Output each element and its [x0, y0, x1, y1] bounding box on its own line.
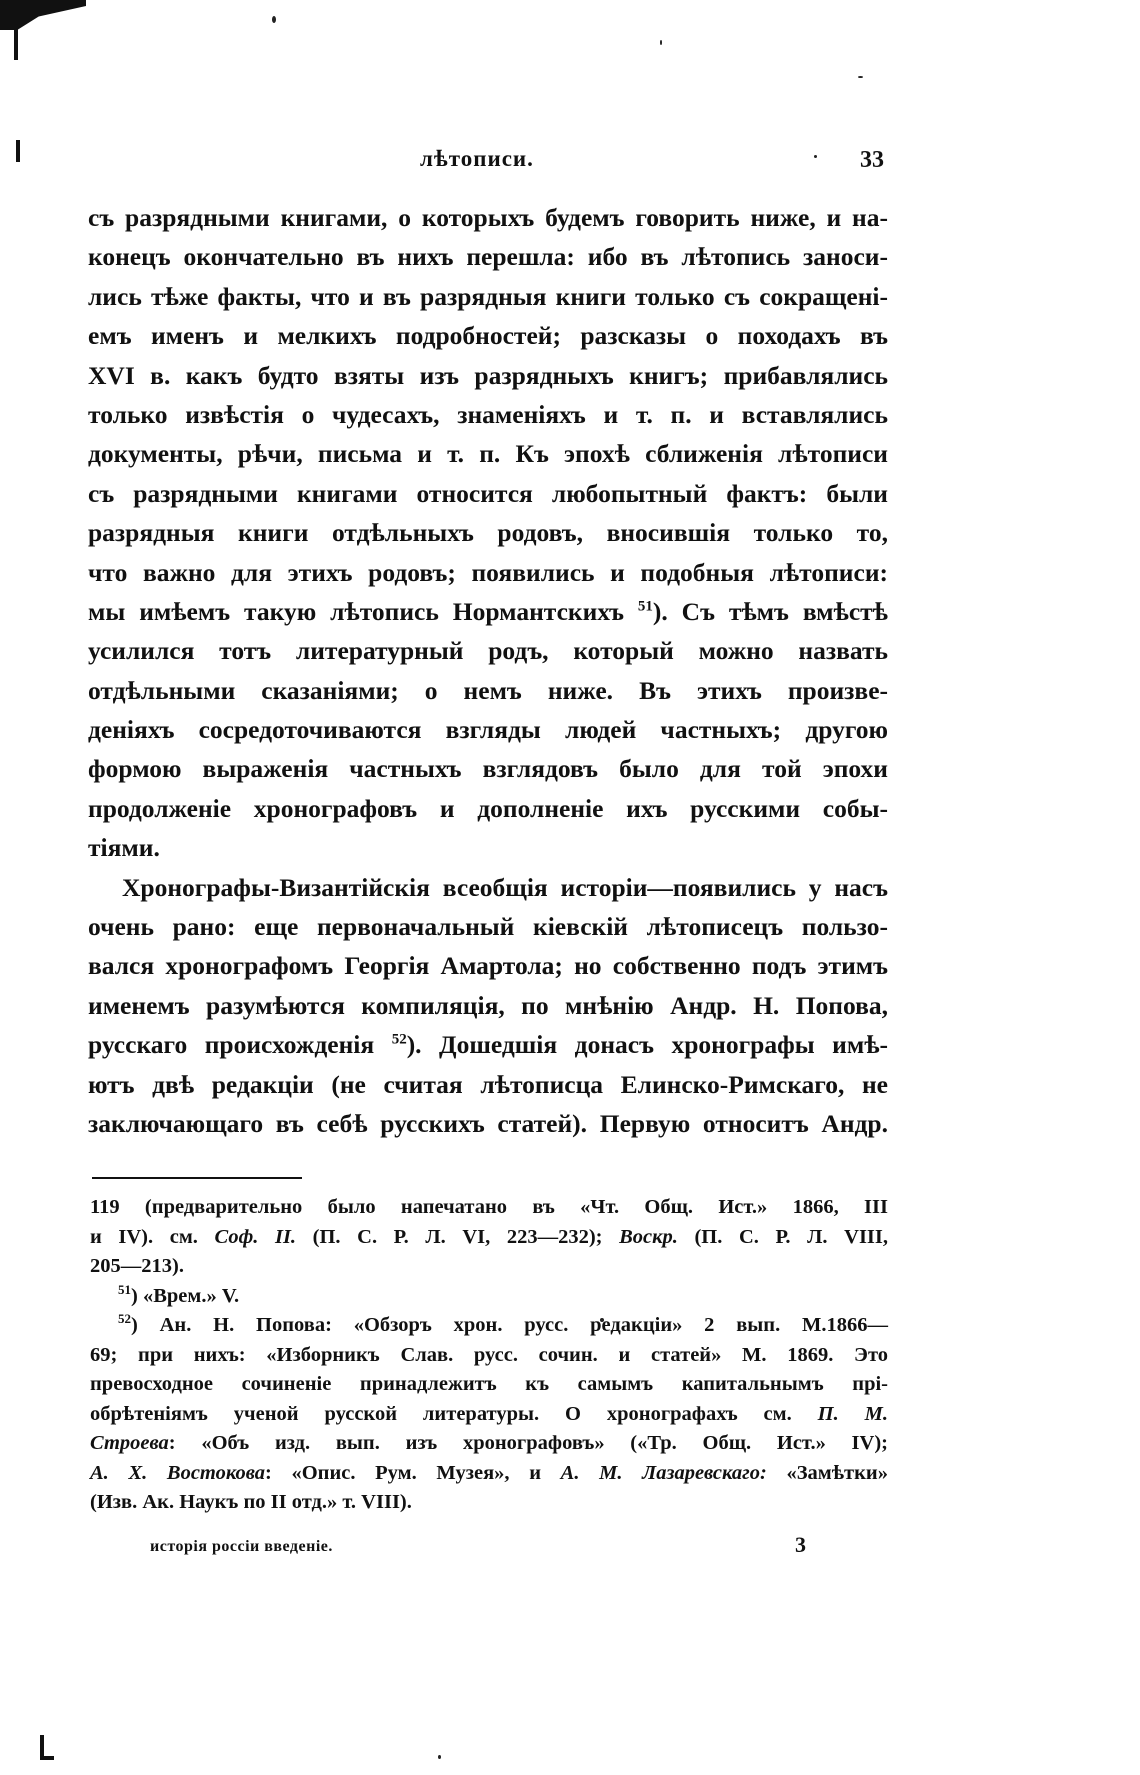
scan-corner-mark — [0, 0, 86, 30]
text-segment: ) «Врем.» V. — [131, 1284, 240, 1307]
text-segment: : «Опис. Рум. Музея», и — [264, 1461, 561, 1484]
text-segment: (П. С. Р. Л. VIII, — [677, 1225, 889, 1248]
text-segment: А. М. Лазаревскаго: — [560, 1461, 767, 1484]
text-segment: Строева — [90, 1432, 169, 1454]
text-line: усилился тотъ литературный родъ, который можно назвать — [88, 636, 888, 666]
footnote-line: 119 (предварительно было напечатано въ «Чт. Общ. Ист.» 1866, III — [90, 1196, 888, 1218]
footnote-line — [90, 1400, 888, 1430]
printer-signature: исторія россіи введеніе. — [150, 1538, 333, 1555]
text-segment: Воскр. — [619, 1225, 678, 1248]
text-line: деніяхъ сосредоточиваются взгляды людей частныхъ; другою — [88, 715, 888, 745]
text-line: формою выраженія частныхъ взглядовъ было для той эпохи — [88, 754, 888, 784]
footnote-ref-52: 52 — [391, 1031, 407, 1048]
text-segment: и IV). см. — [90, 1225, 215, 1248]
text-line: разрядныя книги отдѣльныхъ родовъ, вносившія только то, — [88, 518, 888, 548]
page-number: 33 — [860, 147, 884, 173]
footnote-line: 205—213). — [90, 1255, 184, 1277]
text-line — [88, 1025, 888, 1064]
scan-speck — [814, 155, 817, 158]
scan-edge-mark — [14, 26, 18, 60]
text-segment: ). Дошедшія донасъ хронографы имѣ- — [406, 1030, 888, 1060]
sheet-number: 3 — [795, 1532, 806, 1557]
text-line: съ разрядными книгами относится любопытный фактъ: были — [88, 478, 888, 508]
text-segment: «Замѣтки» — [766, 1461, 888, 1484]
text-line: что важно для этихъ родовъ; появились и подобныя лѣтописи: — [88, 557, 888, 587]
footnote-52 — [90, 1311, 888, 1341]
scan-speck — [272, 16, 276, 23]
text-line: съ разрядными книгами, о которыхъ будемъ говорить ниже, и на- — [88, 203, 888, 232]
text-segment: (П. С. Р. Л. VI, 223—232); — [296, 1225, 620, 1248]
text-line: XVI в. какъ будто взяты изъ разрядныхъ книгъ; прибавлялись — [88, 360, 888, 390]
text-line: вался хронографомъ Георгія Амартола; но собственно подъ этимъ — [88, 951, 888, 981]
scan-edge-tick — [16, 140, 20, 162]
text-segment: ) Ан. Н. Попова: «Обзоръ хрон. русс. редакціи» 2 вып. М.1866— — [131, 1314, 888, 1336]
text-segment: Соф. II. — [214, 1225, 297, 1248]
footnote-line — [90, 1429, 888, 1459]
text-segment: мы имѣемъ такую лѣтопись Нормантскихъ — [88, 596, 638, 626]
scan-speck — [438, 1755, 441, 1759]
text-segment: ). Съ тѣмъ вмѣстѣ — [652, 596, 888, 626]
text-line: отдѣльными сказаніями; о немъ ниже. Въ этихъ произве- — [88, 675, 888, 705]
text-segment: обрѣтеніямъ ученой русской литературы. О хронографахъ см. — [90, 1402, 818, 1425]
text-segment: русскаго происхожденія — [88, 1030, 392, 1060]
footnotes — [90, 1193, 888, 1518]
text-line: лись тѣже факты, что и въ разрядныя книги только съ сокращені- — [88, 281, 888, 311]
footnote-51 — [90, 1282, 888, 1312]
scan-speck — [660, 40, 662, 45]
footnote-ref-51: 51 — [637, 598, 653, 615]
text-segment: П. М. — [817, 1402, 888, 1425]
text-line: Хронографы-Византійскія всеобщія исторіи—появились у насъ — [122, 872, 888, 902]
text-line — [88, 592, 888, 631]
text-line: только извѣстія о чудесахъ, знаменіяхъ и т. п. и вставлялись — [88, 399, 888, 429]
footnote-line — [90, 1459, 888, 1489]
footnote-line: превосходное сочиненіе принадлежитъ къ самымъ капитальнымъ прі- — [90, 1373, 888, 1395]
text-line: именемъ разумѣются компиляція, по мнѣнію Андр. Н. Попова, — [88, 990, 888, 1020]
text-segment: А. Х. Востокова — [90, 1461, 265, 1484]
text-line: заключающаго въ себѣ русскихъ статей). Первую относитъ Андр. — [88, 1108, 888, 1138]
text-line: очень рано: еще первоначальный кіевскій лѣтописецъ пользо- — [88, 912, 888, 942]
text-line: конецъ окончательно въ нихъ перешла: ибо въ лѣтопись заноси- — [88, 242, 888, 272]
text-line: емъ именъ и мелкихъ подробностей; разсказы о походахъ въ — [88, 321, 888, 351]
text-line: продолженіе хронографовъ и дополненіе ихъ русскими собы- — [88, 793, 888, 823]
scan-speck — [858, 76, 863, 78]
footnote-line — [90, 1223, 888, 1253]
running-title: лѣтописи. — [420, 146, 534, 171]
text-line: ютъ двѣ редакціи (не считая лѣтописца Елинско-Римскаго, не — [88, 1069, 888, 1099]
body-text — [88, 198, 888, 1143]
footnote-line: 69; при нихъ: «Изборникъ Слав. русс. сочин. и статей» М. 1869. Это — [90, 1343, 888, 1366]
footnote-divider — [92, 1177, 302, 1179]
text-line: тіями. — [88, 833, 160, 863]
text-segment: : «Объ изд. вып. изъ хронографовъ» («Тр. Общ. Ист.» IV); — [168, 1432, 888, 1454]
scan-bottom-mark — [40, 1756, 54, 1760]
footnote-number: 51 — [118, 1281, 131, 1297]
footnote-number: 52 — [118, 1311, 131, 1327]
text-line: документы, рѣчи, письма и т. п. Къ эпохѣ сближенія лѣтописи — [88, 439, 888, 469]
footnote-line: (Изв. Ак. Наукъ по II отд.» т. VIII). — [90, 1491, 412, 1513]
